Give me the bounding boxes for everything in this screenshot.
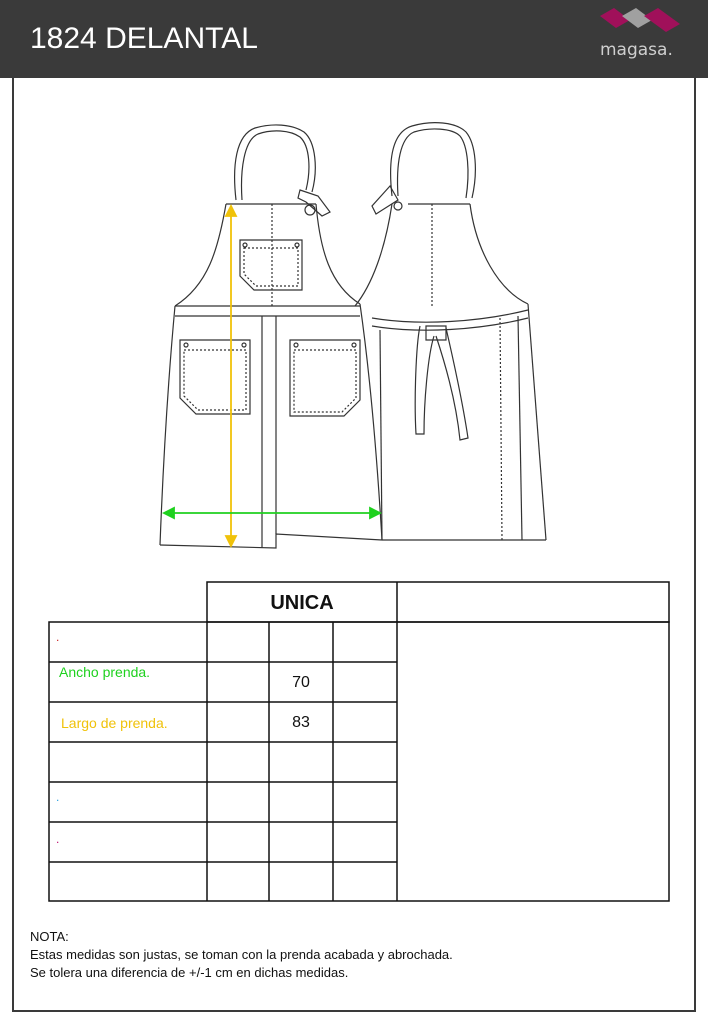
row-label-6: .	[56, 832, 60, 846]
apron-front-view	[160, 125, 382, 548]
row-label-length: Largo de prenda.	[61, 715, 168, 731]
note-line-1: Estas medidas son justas, se toman con la prenda acabada y abrochada.	[30, 947, 453, 962]
note-heading: NOTA:	[30, 929, 69, 944]
size-header: UNICA	[270, 592, 334, 614]
width-value: 70	[292, 674, 310, 691]
length-value: 83	[292, 714, 310, 731]
row-label-5: .	[56, 790, 60, 804]
width-measure-line	[164, 508, 380, 518]
row-label-1: .	[56, 630, 60, 644]
length-measure-line	[226, 206, 236, 546]
logo-text: magasa.	[600, 40, 673, 60]
row-label-width: Ancho prenda.	[59, 664, 151, 680]
apron-back-view	[355, 123, 546, 540]
note-block	[30, 928, 453, 982]
measurement-table	[49, 582, 669, 901]
note-line-2: Se tolera una diferencia de +/-1 cm en dichas medidas.	[30, 965, 349, 980]
page-title: 1824 DELANTAL	[30, 22, 258, 55]
